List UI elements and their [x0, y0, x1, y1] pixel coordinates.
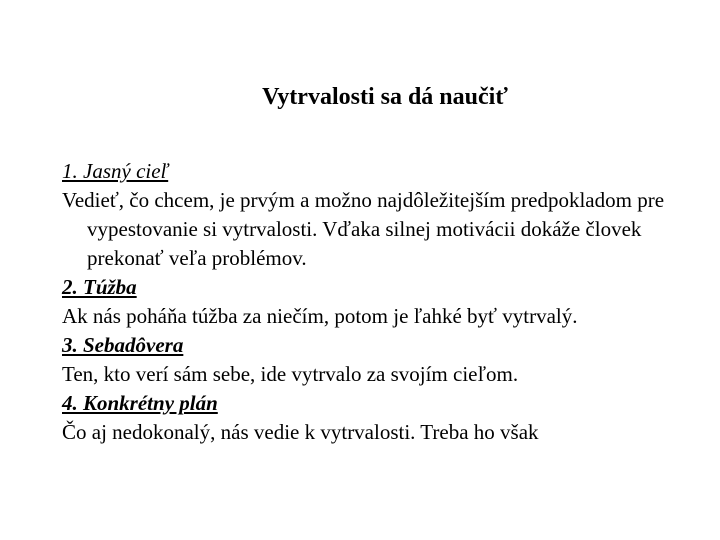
section-heading-2: 2. Túžba [62, 275, 137, 299]
section-heading-1: 1. Jasný cieľ [62, 159, 169, 183]
slide-title: Vytrvalosti sa dá naučiť [262, 84, 508, 110]
section-text-3: Ten, kto verí sám sebe, ide vytrvalo za svojím cieľom. [62, 362, 519, 386]
section-text-1: Vedieť, čo chcem, je prvým a možno najdôležitejším predpokladom pre vypestovanie si vytrvalosti. Vďaka silnej motivácii dokáže človek prekonať veľa problémov. [62, 188, 665, 270]
section-heading-4: 4. Konkrétny plán [62, 391, 218, 415]
section-heading-3: 3. Sebadôvera [62, 333, 184, 357]
section-text-4: Čo aj nedokonalý, nás vedie k vytrvalosti. Treba ho však [62, 420, 539, 444]
slide-content [62, 157, 702, 447]
section-text-2: Ak nás poháňa túžba za niečím, potom je ľahké byť vytrvalý. [62, 304, 578, 328]
